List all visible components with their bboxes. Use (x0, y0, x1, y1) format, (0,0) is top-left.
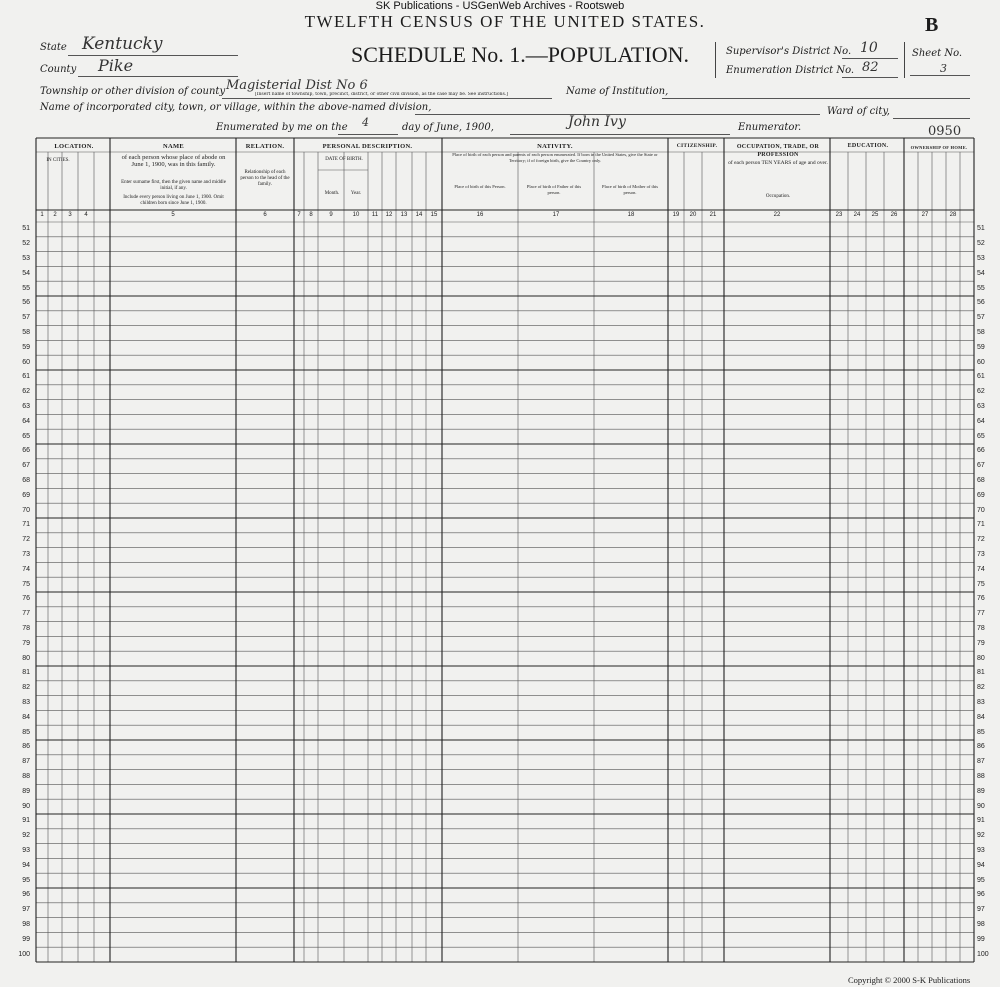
row-number: 67 (22, 462, 30, 470)
column-number: 19 (672, 212, 680, 218)
row-number: 96 (977, 891, 985, 899)
row-number: 82 (22, 684, 30, 692)
row-number: 56 (977, 299, 985, 307)
relation-header: RELATION. (245, 143, 285, 150)
name-description: of each person whose place of abode on June 1, 1900, was in this family. (121, 154, 226, 168)
row-number: 63 (977, 403, 985, 410)
copyright-notice: Copyright © 2000 S-K Publications (848, 975, 998, 985)
row-number: 71 (22, 521, 30, 529)
row-number: 89 (977, 787, 985, 795)
column-number: 26 (890, 212, 898, 218)
row-number: 90 (977, 802, 985, 810)
enumerated-suffix: day of June, 1900, (402, 122, 494, 133)
row-number: 65 (977, 432, 985, 440)
row-number: 85 (977, 728, 985, 736)
row-number: 70 (22, 506, 30, 514)
sheet-label: Sheet No. (912, 48, 963, 59)
row-number: 80 (22, 654, 30, 662)
column-number: 15 (430, 212, 438, 218)
row-number: 89 (22, 787, 30, 795)
row-number: 78 (977, 625, 985, 632)
occupation-description: of each person TEN YEARS of age and over. (728, 160, 828, 166)
occupation-header: OCCUPATION, TRADE, OR PROFESSION (736, 144, 820, 158)
row-number: 66 (977, 447, 985, 455)
row-number: 72 (22, 536, 30, 544)
row-number: 90 (22, 802, 30, 810)
enumerated-day: 4 (362, 116, 369, 129)
column-number: 22 (773, 212, 781, 218)
row-number: 79 (977, 639, 985, 647)
name-note-include: Include every person living on June 1, 1900. Omit children born since June 1, 1900. (123, 195, 224, 206)
row-number: 100 (18, 950, 30, 958)
year-header: Year. (350, 191, 362, 196)
row-number: 59 (22, 343, 30, 351)
sheet-value: 3 (940, 62, 947, 75)
row-number: 88 (22, 773, 30, 780)
row-number: 75 (22, 580, 30, 588)
row-number: 94 (22, 861, 30, 869)
row-number: 97 (977, 906, 985, 914)
row-number: 51 (977, 225, 985, 233)
column-number: 21 (709, 212, 717, 218)
row-number: 52 (977, 240, 985, 248)
row-number: 80 (977, 654, 985, 662)
relation-description: Relationship of each person to the head of the family. (240, 170, 290, 187)
row-number: 96 (22, 891, 30, 899)
row-number: 98 (22, 921, 30, 928)
row-number: 55 (977, 284, 985, 292)
row-number: 87 (977, 758, 985, 766)
row-number: 59 (977, 343, 985, 351)
supervisor-label: Supervisor's District No. (726, 46, 852, 57)
row-number: 100 (977, 950, 989, 958)
supervisor-value: 10 (860, 40, 878, 56)
row-number: 67 (977, 462, 985, 470)
row-number: 91 (22, 817, 30, 825)
township-label: Township or other division of county (40, 86, 226, 97)
enumerator-label: Enumerator. (738, 122, 802, 133)
nativity-description: Place of birth of each person and parents of each person enumerated. If born in the United States, give the State or Territory; if of foreign birth, give the Country only. (452, 152, 658, 163)
row-number: 79 (22, 639, 30, 647)
row-number: 65 (22, 432, 30, 440)
row-number: 53 (977, 255, 985, 262)
state-value: Kentucky (82, 34, 163, 54)
enumeration-label: Enumeration District No. (726, 65, 855, 76)
row-number: 73 (977, 551, 985, 558)
row-number: 71 (977, 521, 985, 529)
row-number: 70 (977, 506, 985, 514)
occupation-subheader: Occupation. (765, 194, 791, 199)
row-number: 77 (22, 610, 30, 618)
page-stamp: 0950 (928, 124, 962, 139)
row-number: 54 (977, 269, 985, 277)
row-number: 95 (22, 876, 30, 884)
row-number: 58 (22, 329, 30, 336)
institution-label: Name of Institution, (566, 86, 669, 97)
city-label: Name of incorporated city, town, or village, within the above-named division, (40, 102, 432, 113)
row-number: 93 (977, 847, 985, 854)
row-number: 76 (977, 595, 985, 603)
row-number: 77 (977, 610, 985, 618)
column-number: 11 (371, 212, 379, 218)
column-number: 4 (84, 212, 88, 218)
column-number: 5 (171, 212, 175, 218)
row-number: 85 (22, 728, 30, 736)
row-number: 74 (977, 565, 985, 573)
birth-person-header: Place of birth of this Person. (454, 184, 506, 189)
row-number: 92 (977, 832, 985, 840)
personal-header: PERSONAL DESCRIPTION. (322, 143, 413, 150)
row-number: 78 (22, 625, 30, 632)
enumerated-prefix: Enumerated by me on the (216, 122, 348, 133)
column-number: 17 (552, 212, 560, 218)
row-number: 99 (22, 935, 30, 943)
enumeration-value: 82 (862, 60, 879, 75)
column-number: 3 (68, 212, 72, 218)
row-number: 64 (977, 417, 985, 425)
row-number: 86 (22, 743, 30, 751)
in-cities-header: IN CITIES. (46, 158, 70, 163)
row-number: 99 (977, 935, 985, 943)
row-number: 66 (22, 447, 30, 455)
row-number: 84 (977, 713, 985, 721)
column-number: 10 (352, 212, 360, 218)
row-number: 58 (977, 329, 985, 336)
row-number: 88 (977, 773, 985, 780)
row-number: 63 (22, 403, 30, 410)
row-number: 57 (22, 314, 30, 322)
row-number: 86 (977, 743, 985, 751)
row-number: 54 (22, 269, 30, 277)
row-number: 84 (22, 713, 30, 721)
column-number: 24 (853, 212, 861, 218)
column-number: 1 (40, 212, 44, 218)
column-number: 16 (476, 212, 484, 218)
column-number: 28 (949, 212, 957, 218)
county-value: Pike (98, 56, 134, 75)
row-number: 74 (22, 565, 30, 573)
date-of-birth-header: DATE OF BIRTH. (325, 157, 363, 162)
row-number: 81 (22, 669, 30, 677)
column-number: 8 (309, 212, 313, 218)
name-note-surname: Enter surname first, then the given name and middle initial, if any. (121, 180, 226, 191)
birth-mother-header: Place of birth of Mother of this person. (602, 184, 658, 195)
row-number: 91 (977, 817, 985, 825)
column-number: 2 (53, 212, 57, 218)
row-number: 97 (22, 906, 30, 914)
column-number: 13 (400, 212, 408, 218)
column-number: 14 (415, 212, 423, 218)
archive-watermark: SK Publications - USGenWeb Archives - Rootsweb (375, 0, 625, 12)
column-number: 7 (297, 212, 301, 218)
row-number: 76 (22, 595, 30, 603)
row-number: 53 (22, 255, 30, 262)
county-label: County (40, 64, 77, 75)
ownership-header: OWNERSHIP OF HOME. (910, 145, 968, 150)
month-header: Month. (324, 191, 340, 196)
row-number: 92 (22, 832, 30, 840)
township-value: Magisterial Dist No 6 (226, 78, 368, 93)
census-title: TWELFTH CENSUS OF THE UNITED STATES. (304, 12, 706, 31)
row-number: 62 (22, 388, 30, 396)
row-number: 69 (22, 491, 30, 499)
township-note: [Insert name of township, town, precinct, district, or other civil division, as the case may be. See instructions.] (255, 92, 508, 97)
column-number: 27 (921, 212, 929, 218)
location-header: LOCATION. (54, 143, 94, 150)
row-number: 72 (977, 536, 985, 544)
row-number: 93 (22, 847, 30, 854)
row-number: 64 (22, 417, 30, 425)
column-number: 20 (689, 212, 697, 218)
row-number: 69 (977, 491, 985, 499)
row-number: 60 (22, 358, 30, 366)
row-number: 87 (22, 758, 30, 766)
row-number: 56 (22, 299, 30, 307)
row-number: 61 (22, 373, 30, 381)
row-number: 73 (22, 551, 30, 558)
ward-label: Ward of city, (827, 106, 890, 117)
row-number: 98 (977, 921, 985, 928)
column-number: 25 (871, 212, 879, 218)
row-number: 51 (22, 225, 30, 233)
row-number: 95 (977, 876, 985, 884)
column-number: 9 (329, 212, 333, 218)
row-number: 60 (977, 358, 985, 366)
column-number: 18 (627, 212, 635, 218)
birth-father-header: Place of birth of Father of this person. (526, 184, 582, 195)
enumerator-name: John Ivy (568, 114, 626, 130)
column-number: 6 (263, 212, 267, 218)
row-number: 94 (977, 861, 985, 869)
row-number: 83 (22, 699, 30, 706)
row-number: 52 (22, 240, 30, 248)
column-number: 23 (835, 212, 843, 218)
schedule-title: SCHEDULE No. 1.—POPULATION. (351, 42, 689, 67)
row-number: 68 (22, 477, 30, 484)
name-header: NAME (162, 143, 185, 150)
row-number: 83 (977, 699, 985, 706)
citizenship-header: CITIZENSHIP. (676, 143, 718, 149)
row-number: 55 (22, 284, 30, 292)
row-number: 81 (977, 669, 985, 677)
row-number: 61 (977, 373, 985, 381)
row-number: 82 (977, 684, 985, 692)
row-number: 62 (977, 388, 985, 396)
education-header: EDUCATION. (847, 143, 889, 149)
nativity-header: NATIVITY. (537, 143, 573, 150)
row-number: 57 (977, 314, 985, 322)
sheet-letter: B (925, 14, 939, 36)
state-label: State (40, 42, 67, 53)
row-number: 75 (977, 580, 985, 588)
row-number: 68 (977, 477, 985, 484)
column-number: 12 (385, 212, 393, 218)
